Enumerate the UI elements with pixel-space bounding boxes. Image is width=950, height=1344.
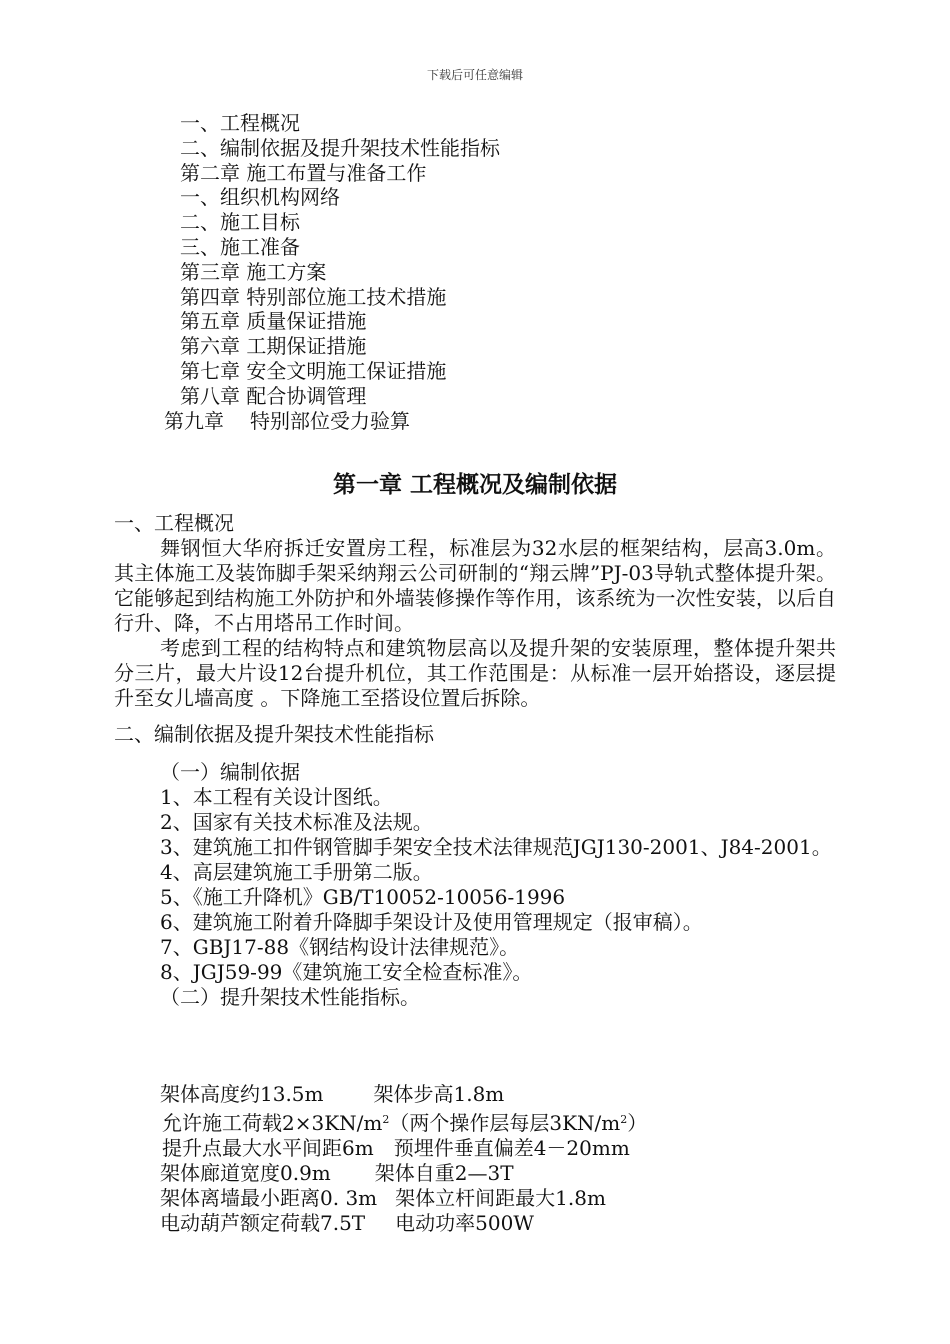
section-heading: 一、工程概况 (114, 511, 234, 535)
toc-item: 第六章 工期保证措施 (180, 334, 367, 359)
spec-power: 电动功率500W (395, 1211, 534, 1235)
list-item: 6、建筑施工附着升降脚手架设计及使用管理规定（报审稿）。 (160, 910, 703, 934)
list-item: 8、JGJ59-99《建筑施工安全检查标准》。 (160, 960, 533, 984)
toc-item: 二、编制依据及提升架技术性能指标 (180, 135, 500, 160)
toc-item: 一、组织机构网络 (180, 185, 340, 210)
toc-item: 第八章 配合协调管理 (180, 383, 367, 408)
list-item: 4、高层建筑施工手册第二版。 (160, 860, 433, 884)
paragraph: 舞钢恒大华府拆迁安置房工程，标准层为32水层的框架结构，层高3.0m。其主体施工及装饰脚手架采纳翔云公司研制的“翔云牌”PJ-03导轨式整体提升架。它能够起到结构施工外防护和外墙装修操作等作用，该系统为一次性安装，以后自行升、降，不占用塔吊工作时间。 (114, 536, 836, 635)
spec-row (160, 1136, 647, 1161)
spec-row (160, 1082, 647, 1107)
list-item: 5、《施工升降机》GB/T10052-10056-1996 (160, 885, 566, 909)
spec-list (160, 1082, 647, 1236)
subsection-heading: （二）提升架技术性能指标。 (160, 985, 420, 1009)
toc-chapter: 第九章 (164, 408, 224, 433)
superscript: 2 (382, 1113, 390, 1126)
spec-height: 架体高度约13.5m (160, 1082, 324, 1106)
list-item: 7、GBJ17-88《钢结构设计法律规范》。 (160, 935, 520, 959)
toc-item-last (164, 409, 500, 434)
toc-title: 特别部位受力验算 (250, 408, 410, 433)
toc-item: 第七章 安全文明施工保证措施 (180, 358, 447, 383)
spec-embed-deviation: 预埋件垂直偏差4－20mm (393, 1136, 630, 1160)
toc-item: 第四章 特别部位施工技术措施 (180, 284, 447, 309)
spec-lift-spacing: 提升点最大水平间距6m (162, 1136, 374, 1160)
toc-item: 第三章 施工方案 (180, 259, 327, 284)
superscript: 2 (620, 1113, 628, 1126)
table-of-contents (164, 111, 500, 433)
spec-hoist-load: 电动葫芦额定荷载7.5T (160, 1211, 366, 1235)
spec-load: 允许施工荷载2×3KN/m (162, 1111, 383, 1135)
page-header: 下载后可任意编辑 (426, 68, 523, 82)
section-overview (114, 511, 836, 711)
list-item: 1、本工程有关设计图纸。 (160, 785, 393, 809)
spec-row (160, 1107, 647, 1136)
toc-item: 一、工程概况 (180, 111, 300, 135)
spec-wall-distance: 架体离墙最小距离0. 3m (160, 1186, 378, 1210)
toc-item: 第五章 质量保证措施 (180, 309, 367, 334)
spec-load-note: （两个操作层每层3KN/m (389, 1111, 621, 1135)
list-item: 2、国家有关技术标准及法规。 (160, 810, 433, 834)
toc-item: 三、施工准备 (180, 234, 300, 259)
toc-item: 二、施工目标 (180, 210, 300, 235)
spec-row (160, 1211, 647, 1236)
spec-row (160, 1186, 647, 1211)
spec-pole-spacing: 架体立杆间距最大1.8m (395, 1186, 606, 1210)
section-basis-heading: 二、编制依据及提升架技术性能指标 (114, 722, 434, 746)
list-item: 3、建筑施工扣件钢管脚手架安全技术法律规范JGJ130-2001、J84-2001。 (160, 835, 832, 859)
spec-step: 架体步高1.8m (373, 1082, 505, 1106)
spec-weight: 架体自重2—3T (374, 1161, 514, 1185)
toc-item: 第二章 施工布置与准备工作 (180, 160, 427, 185)
spec-load-end: ） (627, 1111, 648, 1135)
subsection-heading: （一）编制依据 (160, 760, 300, 784)
spec-corridor: 架体廊道宽度0.9m (160, 1161, 331, 1185)
chapter-title: 第一章 工程概况及编制依据 (332, 472, 617, 498)
section-basis-list (114, 760, 836, 1010)
paragraph: 考虑到工程的结构特点和建筑物层高以及提升架的安装原理，整体提升架共分三片，最大片设12台提升机位，其工作范围是：从标准一层开始搭设，逐层提升至女儿墙高度 。下降施工至搭设位置后拆除。 (114, 636, 836, 710)
spec-row (160, 1161, 647, 1186)
